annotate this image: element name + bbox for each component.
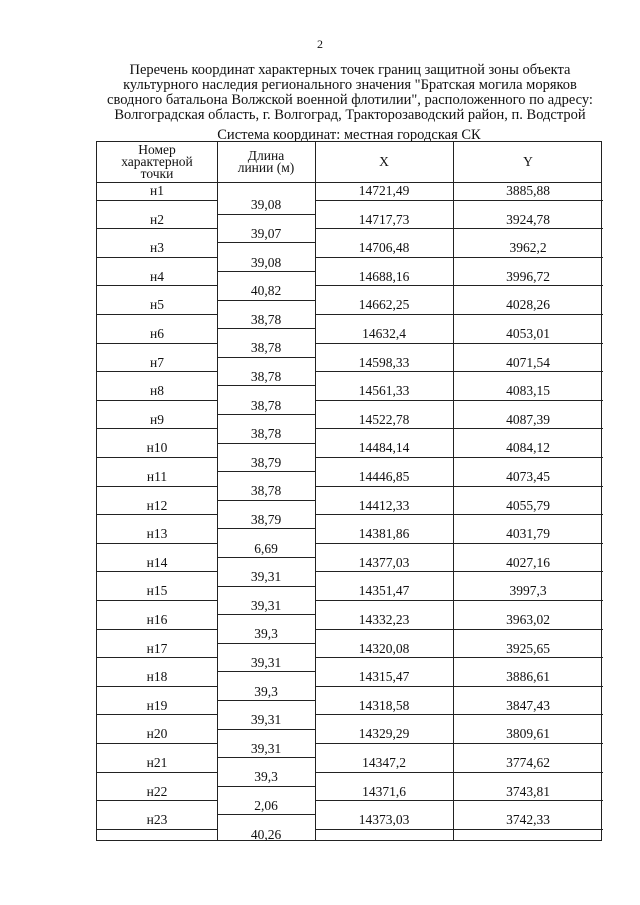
row-divider — [315, 314, 603, 315]
coordinates-table — [96, 141, 602, 841]
point-name-cell: н17 — [146, 640, 168, 656]
row-divider — [97, 571, 217, 572]
x-coordinate-cell: 14318,58 — [358, 697, 410, 713]
x-coordinate-cell: 14598,33 — [358, 354, 410, 370]
row-divider — [217, 528, 315, 529]
x-coordinate-cell: 14332,23 — [358, 612, 410, 627]
point-name-cell: н22 — [146, 783, 168, 799]
row-divider — [97, 314, 217, 315]
row-divider — [315, 772, 603, 773]
line-length-cell: 2,06 — [254, 797, 278, 813]
row-divider — [217, 242, 315, 243]
point-name-cell: н3 — [150, 240, 164, 256]
row-divider — [97, 257, 217, 258]
header-text: Длина — [247, 148, 285, 163]
row-divider — [217, 729, 315, 730]
header-text: линии (м) — [237, 160, 295, 175]
row-divider — [217, 500, 315, 501]
row-divider — [97, 400, 217, 401]
line-length-cell: 38,78 — [250, 397, 282, 413]
header-text: характерной — [121, 154, 193, 169]
row-divider — [315, 400, 603, 401]
row-divider — [315, 686, 603, 687]
title-line: Волгоградская область, г. Волгоград, Тракторозаводский район, п. Водстрой — [114, 107, 586, 123]
line-length-cell: 39,08 — [250, 197, 282, 213]
y-coordinate-cell: 4084,12 — [506, 440, 550, 456]
row-divider — [315, 571, 603, 572]
line-length-cell: 40,26 — [250, 826, 282, 842]
x-coordinate-cell: 14688,16 — [358, 268, 410, 284]
page-number: 2 — [317, 37, 323, 51]
row-divider — [315, 285, 603, 286]
row-divider — [97, 800, 217, 801]
y-coordinate-cell: 4053,01 — [506, 326, 550, 341]
line-length-cell: 6,69 — [254, 540, 278, 556]
row-divider — [315, 714, 603, 715]
row-divider — [217, 614, 315, 615]
line-length-cell: 39,31 — [250, 740, 282, 756]
header-text: точки — [140, 166, 174, 181]
y-coordinate-cell: 3996,72 — [506, 268, 550, 284]
row-divider — [217, 214, 315, 215]
row-divider — [315, 800, 603, 801]
title-line: сводного батальона Волжской военной флотилии", расположенного по адресу: — [107, 92, 593, 108]
line-length-cell: 38,78 — [250, 426, 282, 442]
row-divider — [315, 829, 603, 830]
document-title — [60, 63, 640, 123]
row-divider — [315, 486, 603, 487]
row-divider — [315, 457, 603, 458]
header-point-number — [97, 142, 217, 182]
row-divider — [315, 343, 603, 344]
point-name-cell: н7 — [150, 354, 164, 370]
x-coordinate-cell: 14377,03 — [358, 554, 410, 570]
x-coordinate-cell: 14412,33 — [358, 497, 410, 513]
line-length-cell: 39,3 — [254, 769, 278, 785]
row-divider — [217, 271, 315, 272]
row-divider — [97, 200, 217, 201]
point-name-cell: н19 — [146, 697, 168, 713]
row-divider — [97, 829, 217, 830]
row-divider — [97, 629, 217, 630]
row-divider — [97, 686, 217, 687]
point-name-cell: н8 — [150, 383, 164, 399]
row-divider — [315, 200, 603, 201]
line-length-cell: 39,31 — [250, 569, 282, 585]
point-name-cell: н4 — [150, 268, 164, 284]
header-text: Номер — [138, 142, 176, 157]
x-coordinate-cell: 14561,33 — [358, 383, 410, 399]
row-divider — [97, 772, 217, 773]
header-x: X — [379, 154, 389, 169]
x-coordinate-cell: 14662,25 — [358, 297, 410, 313]
line-length-cell: 40,82 — [250, 283, 282, 299]
row-divider — [97, 514, 217, 515]
x-coordinate-cell: 14347,2 — [362, 755, 406, 770]
row-divider — [217, 757, 315, 758]
row-divider — [217, 700, 315, 701]
line-length-cell: 38,78 — [250, 311, 282, 327]
row-divider — [315, 514, 603, 515]
row-divider — [217, 671, 315, 672]
row-divider — [97, 285, 217, 286]
row-divider — [217, 557, 315, 558]
x-coordinate-cell: 14717,73 — [358, 211, 410, 227]
row-divider — [315, 428, 603, 429]
y-coordinate-cell: 3924,78 — [506, 211, 550, 227]
row-divider — [315, 371, 603, 372]
y-coordinate-cell: 3742,33 — [506, 812, 550, 828]
row-divider — [315, 257, 603, 258]
y-coordinate-cell: 4087,39 — [506, 411, 550, 427]
x-coordinate-cell: 14706,48 — [358, 240, 410, 256]
line-length-cell: 38,78 — [250, 368, 282, 384]
point-name-cell: н23 — [146, 812, 168, 828]
line-length-cell: 38,78 — [250, 340, 282, 356]
row-divider — [217, 357, 315, 358]
y-coordinate-cell: 3962,2 — [509, 240, 547, 256]
point-name-cell: н5 — [150, 297, 164, 313]
y-coordinate-cell: 4083,15 — [506, 383, 550, 399]
x-coordinate-cell: 14329,29 — [358, 726, 410, 742]
row-divider — [217, 328, 315, 329]
row-divider — [217, 300, 315, 301]
row-divider — [97, 543, 217, 544]
y-coordinate-cell: 4073,45 — [506, 469, 550, 484]
y-coordinate-cell: 3886,61 — [506, 669, 550, 685]
point-name-cell: н12 — [146, 497, 168, 513]
row-divider — [217, 443, 315, 444]
point-name-cell: н16 — [146, 612, 168, 627]
row-divider — [217, 586, 315, 587]
y-coordinate-cell: 3847,43 — [506, 697, 550, 713]
y-coordinate-cell: 4031,79 — [506, 526, 550, 542]
line-length-cell: 39,31 — [250, 597, 282, 613]
point-name-cell: н20 — [146, 726, 168, 742]
point-name-cell: н15 — [146, 583, 168, 599]
x-coordinate-cell: 14371,6 — [362, 783, 406, 799]
point-name-cell: н18 — [146, 669, 168, 685]
line-length-cell: 39,3 — [254, 683, 278, 699]
point-name-cell: н14 — [146, 554, 168, 570]
row-divider — [97, 600, 217, 601]
x-coordinate-cell: 14721,49 — [358, 183, 410, 198]
point-name-cell: н6 — [150, 326, 164, 341]
x-coordinate-cell: 14373,03 — [358, 812, 410, 828]
row-divider — [217, 643, 315, 644]
row-divider — [217, 471, 315, 472]
row-divider — [97, 428, 217, 429]
y-coordinate-cell: 3885,88 — [506, 183, 550, 198]
line-length-cell: 39,3 — [254, 626, 278, 642]
x-coordinate-cell: 14315,47 — [358, 669, 410, 685]
y-coordinate-cell: 4071,54 — [506, 354, 550, 370]
row-divider — [315, 543, 603, 544]
row-divider — [97, 343, 217, 344]
title-line: Перечень координат характерных точек границ защитной зоны объекта — [129, 62, 571, 78]
point-name-cell: н2 — [150, 211, 164, 227]
row-divider — [217, 385, 315, 386]
header-line-length — [217, 142, 315, 182]
row-divider — [217, 814, 315, 815]
row-divider — [97, 657, 217, 658]
line-length-cell: 39,07 — [250, 225, 282, 241]
x-coordinate-cell: 14522,78 — [358, 411, 410, 427]
row-divider — [315, 228, 603, 229]
point-name-cell: н21 — [146, 755, 168, 770]
point-name-cell: н13 — [146, 526, 168, 542]
y-coordinate-cell: 4027,16 — [506, 554, 550, 570]
point-name-cell: н1 — [150, 183, 164, 198]
point-name-cell: н9 — [150, 411, 164, 427]
y-coordinate-cell: 3963,02 — [506, 612, 550, 627]
x-coordinate-cell: 14351,47 — [358, 583, 410, 599]
row-divider — [217, 786, 315, 787]
x-coordinate-cell: 14381,86 — [358, 526, 410, 542]
row-divider — [97, 486, 217, 487]
row-divider — [315, 600, 603, 601]
x-coordinate-cell: 14320,08 — [358, 640, 410, 656]
row-divider — [97, 228, 217, 229]
row-divider — [97, 371, 217, 372]
y-coordinate-cell: 3925,65 — [506, 640, 550, 656]
line-length-cell: 39,08 — [250, 254, 282, 270]
point-name-cell: н11 — [146, 469, 168, 484]
y-coordinate-cell: 3809,61 — [506, 726, 550, 742]
y-coordinate-cell: 3743,81 — [506, 783, 550, 799]
row-divider — [315, 743, 603, 744]
header-y: Y — [523, 154, 533, 169]
line-length-cell: 39,31 — [250, 712, 282, 728]
row-divider — [217, 414, 315, 415]
y-coordinate-cell: 4055,79 — [506, 497, 550, 513]
row-divider — [97, 457, 217, 458]
line-length-cell: 38,79 — [250, 511, 282, 527]
row-divider — [315, 657, 603, 658]
point-name-cell: н10 — [146, 440, 168, 456]
line-length-cell: 38,79 — [250, 454, 282, 470]
row-divider — [315, 629, 603, 630]
coordinate-system-caption: Система координат: местная городская СК — [217, 127, 481, 143]
row-divider — [97, 743, 217, 744]
y-coordinate-cell: 3774,62 — [506, 755, 550, 770]
y-coordinate-cell: 3997,3 — [509, 583, 547, 599]
table-header — [97, 142, 601, 183]
y-coordinate-cell: 4028,26 — [506, 297, 550, 313]
title-line: культурного наследия регионального значения "Братская могила моряков — [123, 77, 577, 93]
row-divider — [97, 714, 217, 715]
x-coordinate-cell: 14446,85 — [358, 469, 410, 484]
line-length-cell: 38,78 — [250, 483, 282, 499]
x-coordinate-cell: 14484,14 — [358, 440, 410, 456]
line-length-cell: 39,31 — [250, 654, 282, 670]
x-coordinate-cell: 14632,4 — [362, 326, 406, 341]
